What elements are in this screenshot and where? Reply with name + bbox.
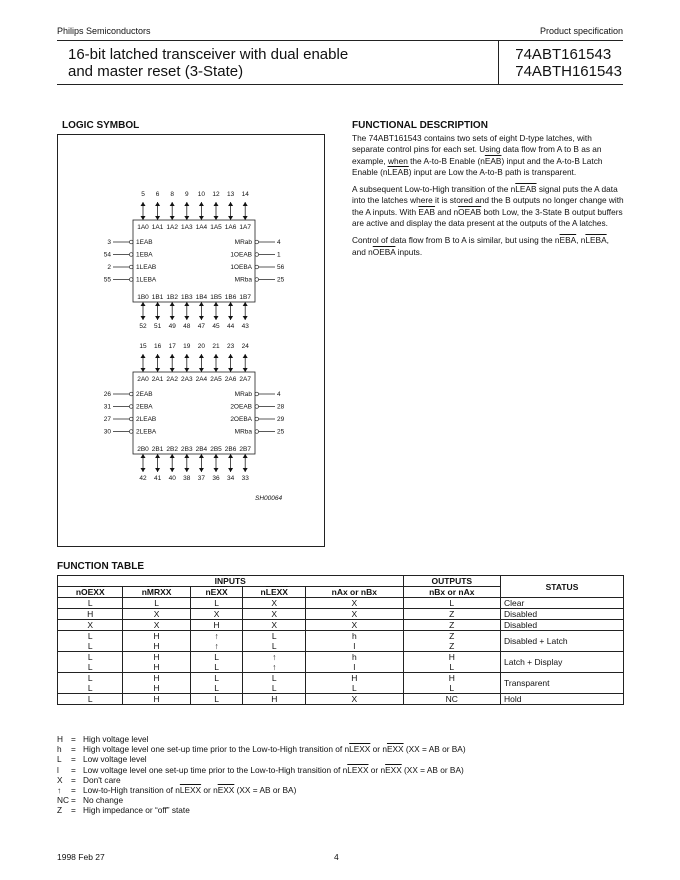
pin-number: 14 <box>241 191 249 198</box>
pin-label: 2A5 <box>210 376 222 383</box>
pin-number: 25 <box>277 276 285 284</box>
arrow-up-icon <box>214 454 219 458</box>
pin-number: 1 <box>277 251 281 259</box>
table-cell: X <box>123 609 190 620</box>
logic-block <box>133 372 255 454</box>
pin-label: 1B3 <box>181 294 193 301</box>
pin-label: 2EBA <box>136 403 153 411</box>
arrow-up-icon <box>243 202 248 206</box>
inversion-bubble <box>255 253 259 257</box>
status-cell: Latch + Display <box>501 652 624 673</box>
table-cell: ↑ ↑ <box>243 652 306 673</box>
table-cell: H H <box>123 673 190 694</box>
table-cell: L <box>123 598 190 609</box>
pin-label: 2B7 <box>239 446 251 453</box>
arrow-up-icon <box>199 354 204 358</box>
page-title <box>68 46 348 80</box>
pin-number: 29 <box>277 416 285 423</box>
pin-number: 55 <box>103 276 111 284</box>
legend-item: Z = High impedance or “off” state <box>57 805 190 816</box>
arrow-up-icon <box>155 354 160 358</box>
inversion-bubble <box>129 265 133 269</box>
arrow-up-icon <box>228 354 233 358</box>
pin-number: 26 <box>103 391 111 398</box>
arrow-down-icon <box>243 368 248 372</box>
arrow-up-icon <box>228 202 233 206</box>
title-line-1: 16-bit latched transceiver with dual enable <box>68 46 349 63</box>
arrow-down-icon <box>141 368 146 372</box>
logic-symbol-heading: LOGIC SYMBOL <box>62 120 140 131</box>
arrow-up-icon <box>243 354 248 358</box>
pin-label: 2A3 <box>181 376 193 383</box>
pin-label: 1EBA <box>136 251 153 259</box>
pin-number: 40 <box>168 475 176 482</box>
pin-label: 1A5 <box>210 224 222 231</box>
table-cell: X <box>58 620 123 631</box>
pin-label: 2A7 <box>239 376 251 383</box>
pin-label: 1LEBA <box>136 276 157 284</box>
table-cell: NC <box>403 694 500 705</box>
status-cell: Hold <box>501 694 624 705</box>
pin-label: MRba <box>234 428 252 436</box>
pin-number: 38 <box>183 475 191 482</box>
table-cell: L L <box>58 652 123 673</box>
pin-label: 1OEBA <box>230 264 252 271</box>
pin-number: 16 <box>153 343 162 350</box>
pin-label: 2A4 <box>195 376 208 383</box>
arrow-down-icon <box>184 368 189 372</box>
pin-label: 2OEAB <box>230 403 252 411</box>
pin-number: 49 <box>168 323 176 330</box>
column-header-0: nOEXX <box>58 587 123 598</box>
pin-label: MRab <box>234 239 252 246</box>
arrow-up-icon <box>184 202 189 206</box>
table-cell: H <box>190 620 243 631</box>
legend-item: L = Low voltage level <box>57 754 147 765</box>
table-cell: L <box>58 598 123 609</box>
logic-block <box>133 220 255 302</box>
column-header-4: nAx or nBx <box>306 587 403 598</box>
pin-label: 2B2 <box>166 446 178 453</box>
arrow-down-icon <box>170 216 175 220</box>
inversion-bubble <box>255 278 259 282</box>
arrow-down-icon <box>243 316 248 320</box>
arrow-down-icon <box>155 368 160 372</box>
arrow-down-icon <box>141 316 146 320</box>
function-table-body <box>58 598 624 705</box>
pin-label: 2B0 <box>137 446 149 453</box>
arrow-down-icon <box>228 316 233 320</box>
arrow-down-icon <box>155 316 160 320</box>
pin-label: 1A2 <box>166 224 178 231</box>
functional-description-p1: The 74ABT161543 contains two sets of eight D-type latches, with separate control pins for each set. Using data flow from A to B as an example, when the A-to-B Enable $(n\overline{EAB})$ input and the A-to-B Latch Enable (nLEAB) input are Low the A-to-B path is transparent. <box>352 133 603 177</box>
arrow-down-icon <box>170 468 175 472</box>
pin-number: 48 <box>183 323 191 330</box>
header-rule-top <box>57 40 623 41</box>
inversion-bubble <box>255 430 259 434</box>
table-row <box>58 598 624 609</box>
table-row <box>58 652 624 673</box>
pin-label: 2LEBA <box>136 428 157 436</box>
inversion-bubble <box>129 253 133 257</box>
pin-number: 4 <box>277 239 281 246</box>
table-cell: X <box>306 609 403 620</box>
arrow-down-icon <box>170 368 175 372</box>
pin-number: 25 <box>277 428 285 436</box>
inversion-bubble <box>255 405 259 409</box>
status-cell: Disabled <box>501 609 624 620</box>
pin-label: 1LEAB <box>136 264 157 271</box>
inversion-bubble <box>129 430 133 434</box>
pin-label: 2A1 <box>151 376 164 383</box>
part-number-2: 74ABTH161543 <box>515 63 622 80</box>
arrow-up-icon <box>243 302 248 306</box>
pin-label: 1EAB <box>136 239 153 246</box>
arrow-down-icon <box>184 216 189 220</box>
pin-number: 30 <box>103 428 111 436</box>
function-table <box>57 575 624 705</box>
arrow-down-icon <box>199 216 204 220</box>
pin-number: 33 <box>241 475 249 482</box>
table-cell: X <box>306 598 403 609</box>
pin-number: 8 <box>170 191 175 198</box>
pin-number: 20 <box>197 343 206 350</box>
status-cell: Clear <box>501 598 624 609</box>
table-cell: H <box>58 609 123 620</box>
pin-number: 10 <box>197 191 206 198</box>
pin-label: 2B5 <box>210 446 222 453</box>
table-cell: H <box>123 694 190 705</box>
functional-description-heading: FUNCTIONAL DESCRIPTION <box>352 120 488 131</box>
pin-label: 1A7 <box>239 224 251 231</box>
pin-number: 56 <box>277 264 285 271</box>
inversion-bubble <box>255 392 259 396</box>
pin-number: 24 <box>241 343 249 350</box>
arrow-down-icon <box>228 468 233 472</box>
arrow-up-icon <box>184 302 189 306</box>
logic-symbol-frame <box>57 134 325 547</box>
status-cell: Transparent <box>501 673 624 694</box>
pin-label: 2LEAB <box>136 416 157 423</box>
arrow-up-icon <box>214 202 219 206</box>
pin-number: 17 <box>168 343 176 350</box>
table-cell: H L <box>403 652 500 673</box>
pin-label: 2A2 <box>166 376 178 383</box>
arrow-up-icon <box>199 202 204 206</box>
table-cell: L <box>190 694 243 705</box>
pin-label: 1A6 <box>224 224 237 231</box>
arrow-up-icon <box>170 354 175 358</box>
pin-label: 1B0 <box>137 294 149 301</box>
arrow-down-icon <box>243 468 248 472</box>
document-type: Product specification <box>539 26 623 36</box>
status-cell: Disabled + Latch <box>501 631 624 652</box>
pin-label: 2EAB <box>136 391 153 398</box>
table-cell: Z Z <box>403 631 500 652</box>
inversion-bubble <box>255 417 259 421</box>
pin-number: 12 <box>212 191 220 198</box>
arrow-down-icon <box>214 316 219 320</box>
table-cell: L L <box>190 673 243 694</box>
table-cell: H <box>243 694 306 705</box>
pin-label: 1B4 <box>195 294 208 301</box>
table-cell: X <box>123 620 190 631</box>
arrow-down-icon <box>184 316 189 320</box>
pin-label: 1A1 <box>151 224 164 231</box>
column-header-3: nLEXX <box>243 587 306 598</box>
inputs-group-header: INPUTS <box>58 576 404 587</box>
table-cell: L <box>58 694 123 705</box>
arrow-up-icon <box>170 454 175 458</box>
functional-description-p3: Control of data flow from B to A is similar, but using the $n\overline{EBA}$, nLEBA, and nOEBA inputs. <box>352 235 609 257</box>
header-divider <box>498 41 499 84</box>
pin-number: 2 <box>107 264 111 271</box>
pin-number: 34 <box>226 475 235 482</box>
pin-number: 23 <box>226 343 235 350</box>
pin-label: 1B5 <box>210 294 222 301</box>
pin-number: 28 <box>277 403 285 411</box>
pin-label: 2OEBA <box>230 416 252 423</box>
table-cell: ↑ ↑ <box>190 631 243 652</box>
pin-number: 47 <box>197 323 206 330</box>
title-line-2: and master reset (3-State) <box>68 63 244 80</box>
table-row <box>58 673 624 694</box>
company-name: Philips Semiconductors <box>57 26 151 36</box>
legend-item: l = Low voltage level one set-up time prior to the Low-to-High transition of nLEXX or $n\overline{EXX}$ (XX = AB or BA) <box>57 764 464 775</box>
table-row <box>58 609 624 620</box>
pin-number: 27 <box>103 416 111 423</box>
pin-number: 37 <box>197 475 206 482</box>
arrow-up-icon <box>141 454 146 458</box>
arrow-up-icon <box>184 454 189 458</box>
pin-number: 4 <box>277 391 281 398</box>
legend-item: X = Don't care <box>57 774 121 785</box>
table-cell: L L <box>243 631 306 652</box>
arrow-up-icon <box>199 302 204 306</box>
table-cell: h l <box>306 652 403 673</box>
arrow-down-icon <box>214 468 219 472</box>
column-header-1: nMRXX <box>123 587 190 598</box>
table-row <box>58 631 624 652</box>
header-rule-bottom <box>57 84 623 85</box>
pin-number: 5 <box>141 191 145 198</box>
pin-label: 1A3 <box>181 224 193 231</box>
table-cell: L L <box>190 652 243 673</box>
functional-description-p2: A subsequent Low-to-High transition of the nLEAB signal puts the A data into the latches where it is stored and the B outputs no longer change with the A inputs. With $\overline{EAB}$ and nOEAB both Low, the 3-State B output buffers are active and display the data present at the outputs of the A latches. <box>352 184 624 229</box>
arrow-down-icon <box>199 468 204 472</box>
arrow-up-icon <box>243 454 248 458</box>
pin-label: 1OEAB <box>230 251 252 259</box>
arrow-down-icon <box>155 468 160 472</box>
arrow-up-icon <box>228 454 233 458</box>
arrow-down-icon <box>155 216 160 220</box>
table-cell: L <box>403 598 500 609</box>
legend-item: h = High voltage level one set-up time prior to the Low-to-High transition of nLEXX or $n\overline{EXX}$ (XX = AB or BA) <box>57 744 466 755</box>
pin-number: 36 <box>212 475 220 482</box>
arrow-down-icon <box>170 316 175 320</box>
arrow-up-icon <box>170 302 175 306</box>
arrow-down-icon <box>214 216 219 220</box>
table-cell: X <box>243 620 306 631</box>
pin-number: 31 <box>103 403 111 411</box>
page-number: 4 <box>334 852 339 862</box>
pin-number: 51 <box>153 323 162 330</box>
inversion-bubble <box>129 392 133 396</box>
status-header: STATUS <box>501 576 624 598</box>
functional-description-text <box>352 133 624 264</box>
pin-label: 2A6 <box>224 376 237 383</box>
table-cell: H H <box>123 652 190 673</box>
pin-number: 3 <box>107 239 111 246</box>
arrow-down-icon <box>141 216 146 220</box>
pin-label: 2B1 <box>151 446 164 453</box>
pin-label: 1B1 <box>151 294 164 301</box>
table-row <box>58 694 624 705</box>
pin-number: 44 <box>226 323 235 330</box>
pin-label: 1B2 <box>166 294 178 301</box>
arrow-down-icon <box>199 368 204 372</box>
pin-label: 2A0 <box>137 376 149 383</box>
figure-id: SH00064 <box>255 495 283 502</box>
footer-date: 1998 Feb 27 <box>57 852 105 862</box>
pin-number: 45 <box>212 323 220 330</box>
pin-number: 9 <box>184 191 189 198</box>
pin-label: 1A0 <box>137 224 149 231</box>
table-cell: H H <box>123 631 190 652</box>
arrow-up-icon <box>141 302 146 306</box>
pin-number: 19 <box>183 343 191 350</box>
outputs-group-header: OUTPUTS <box>403 576 500 587</box>
pin-label: 1A4 <box>195 224 208 231</box>
inversion-bubble <box>129 278 133 282</box>
pin-label: 2B6 <box>224 446 237 453</box>
pin-number: 43 <box>241 323 249 330</box>
arrow-up-icon <box>199 454 204 458</box>
pin-number: 52 <box>139 323 147 330</box>
pin-number: 41 <box>153 475 162 482</box>
arrow-up-icon <box>155 302 160 306</box>
arrow-up-icon <box>141 202 146 206</box>
column-header-2: $n\overline{EXX}$ <box>190 587 243 598</box>
table-cell: L L <box>243 673 306 694</box>
pin-label: MRba <box>234 276 252 284</box>
inversion-bubble <box>129 405 133 409</box>
arrow-up-icon <box>214 354 219 358</box>
arrow-up-icon <box>155 454 160 458</box>
table-cell: h l <box>306 631 403 652</box>
arrow-down-icon <box>243 216 248 220</box>
part-numbers <box>515 46 622 80</box>
table-cell: L <box>190 598 243 609</box>
pin-label: 1B7 <box>239 294 251 301</box>
pin-label: 2B4 <box>195 446 208 453</box>
table-cell: Z <box>403 609 500 620</box>
inversion-bubble <box>255 240 259 244</box>
pin-number: 15 <box>139 343 147 350</box>
arrow-down-icon <box>199 316 204 320</box>
pin-number: 6 <box>155 191 160 198</box>
pin-label: MRab <box>234 391 252 398</box>
table-cell: L L <box>58 673 123 694</box>
pin-label: 1B6 <box>224 294 237 301</box>
arrow-up-icon <box>214 302 219 306</box>
arrow-up-icon <box>170 202 175 206</box>
table-cell: H L <box>306 673 403 694</box>
legend <box>57 734 466 816</box>
table-cell: X <box>243 609 306 620</box>
arrow-up-icon <box>141 354 146 358</box>
function-table-heading: FUNCTION TABLE <box>57 561 145 572</box>
table-row <box>58 620 624 631</box>
arrow-down-icon <box>184 468 189 472</box>
status-cell: Disabled <box>501 620 624 631</box>
table-cell: X <box>306 694 403 705</box>
table-cell: H L <box>403 673 500 694</box>
arrow-down-icon <box>214 368 219 372</box>
inversion-bubble <box>129 417 133 421</box>
inversion-bubble <box>129 240 133 244</box>
part-number-1: 74ABT161543 <box>515 46 612 63</box>
logic-symbol-diagram <box>58 135 324 546</box>
legend-item: ↑ = Low-to-High transition of nLEXX or $n\overline{EXX}$ (XX = AB or BA) <box>57 785 297 796</box>
table-cell: X <box>243 598 306 609</box>
pin-label: 2B3 <box>181 446 193 453</box>
table-cell: X <box>190 609 243 620</box>
pin-number: 21 <box>212 343 220 350</box>
arrow-down-icon <box>228 368 233 372</box>
table-cell: Z <box>403 620 500 631</box>
inversion-bubble <box>255 265 259 269</box>
table-cell: X <box>306 620 403 631</box>
arrow-up-icon <box>155 202 160 206</box>
arrow-up-icon <box>228 302 233 306</box>
pin-number: 42 <box>139 475 147 482</box>
table-cell: L L <box>58 631 123 652</box>
legend-item: NC = No change <box>57 795 124 806</box>
pin-number: 54 <box>103 251 111 259</box>
arrow-up-icon <box>184 354 189 358</box>
arrow-down-icon <box>141 468 146 472</box>
arrow-down-icon <box>228 216 233 220</box>
legend-item: H = High voltage level <box>57 734 149 744</box>
pin-number: 13 <box>226 191 235 198</box>
column-header-5: nBx or nAx <box>403 587 500 598</box>
